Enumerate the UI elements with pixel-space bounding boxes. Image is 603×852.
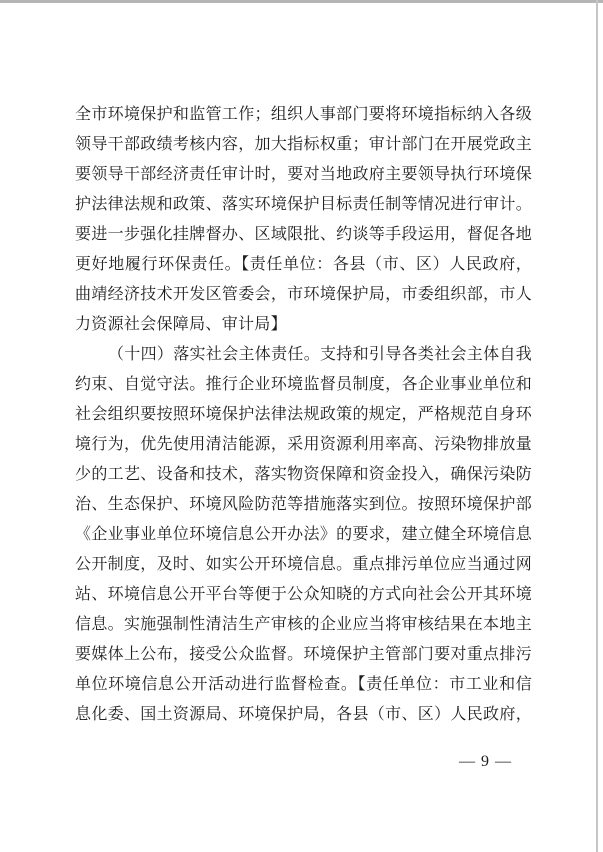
scan-edge-top	[0, 0, 603, 3]
text-line: 要进一步强化挂牌督办、区域限批、约谈等手段运用，督促各地	[75, 226, 532, 243]
text-line: 领导干部政绩考核内容，加大指标权重；审计部门在开展党政主	[75, 136, 532, 153]
text-line: 护法律法规和政策、落实环境保护目标责任制等情况进行审计。	[75, 196, 532, 213]
text-line: 治、生态保护、环境风险防范等措施落实到位。按照环境保护部	[75, 496, 532, 513]
text-line: 更好地履行环保责任。【责任单位：各县（市、区）人民政府，	[75, 256, 532, 273]
text-line: 约束、自觉守法。推行企业环境监督员制度，各企业事业单位和	[75, 376, 532, 393]
text-line: 境行为，优先使用清洁能源，采用资源利用率高、污染物排放量	[75, 436, 532, 453]
text-line: （十四）落实社会主体责任。支持和引导各类社会主体自我	[108, 346, 532, 363]
text-line: 全市环境保护和监管工作；组织人事部门要将环境指标纳入各级	[75, 106, 532, 123]
text-line: 要媒体上公布，接受公众监督。环境保护主管部门要对重点排污	[75, 646, 532, 663]
text-line: 站、环境信息公开平台等便于公众知晓的方式向社会公开其环境	[75, 586, 532, 603]
document-body-text	[75, 100, 532, 730]
scan-edge-right	[596, 0, 598, 852]
text-line: 要领导干部经济责任审计时，要对当地政府主要领导执行环境保	[75, 166, 532, 183]
page-number: — 9 —	[459, 753, 512, 770]
text-line: 曲靖经济技术开发区管委会，市环境保护局，市委组织部，市人	[75, 286, 532, 303]
text-line: 信息。实施强制性清洁生产审核的企业应当将审核结果在本地主	[75, 616, 532, 633]
text-line: 《企业事业单位环境信息公开办法》的要求，建立健全环境信息	[75, 526, 532, 543]
text-line: 息化委、国土资源局、环境保护局，各县（市、区）人民政府，	[75, 706, 532, 723]
text-line: 公开制度，及时、如实公开环境信息。重点排污单位应当通过网	[75, 556, 532, 573]
text-line: 少的工艺、设备和技术，落实物资保障和资金投入，确保污染防	[75, 466, 532, 483]
text-line: 单位环境信息公开活动进行监督检查。【责任单位：市工业和信	[75, 676, 532, 693]
text-line: 力资源社会保障局、审计局】	[75, 316, 287, 333]
text-line: 社会组织要按照环境保护法律法规政策的规定，严格规范自身环	[75, 406, 532, 423]
